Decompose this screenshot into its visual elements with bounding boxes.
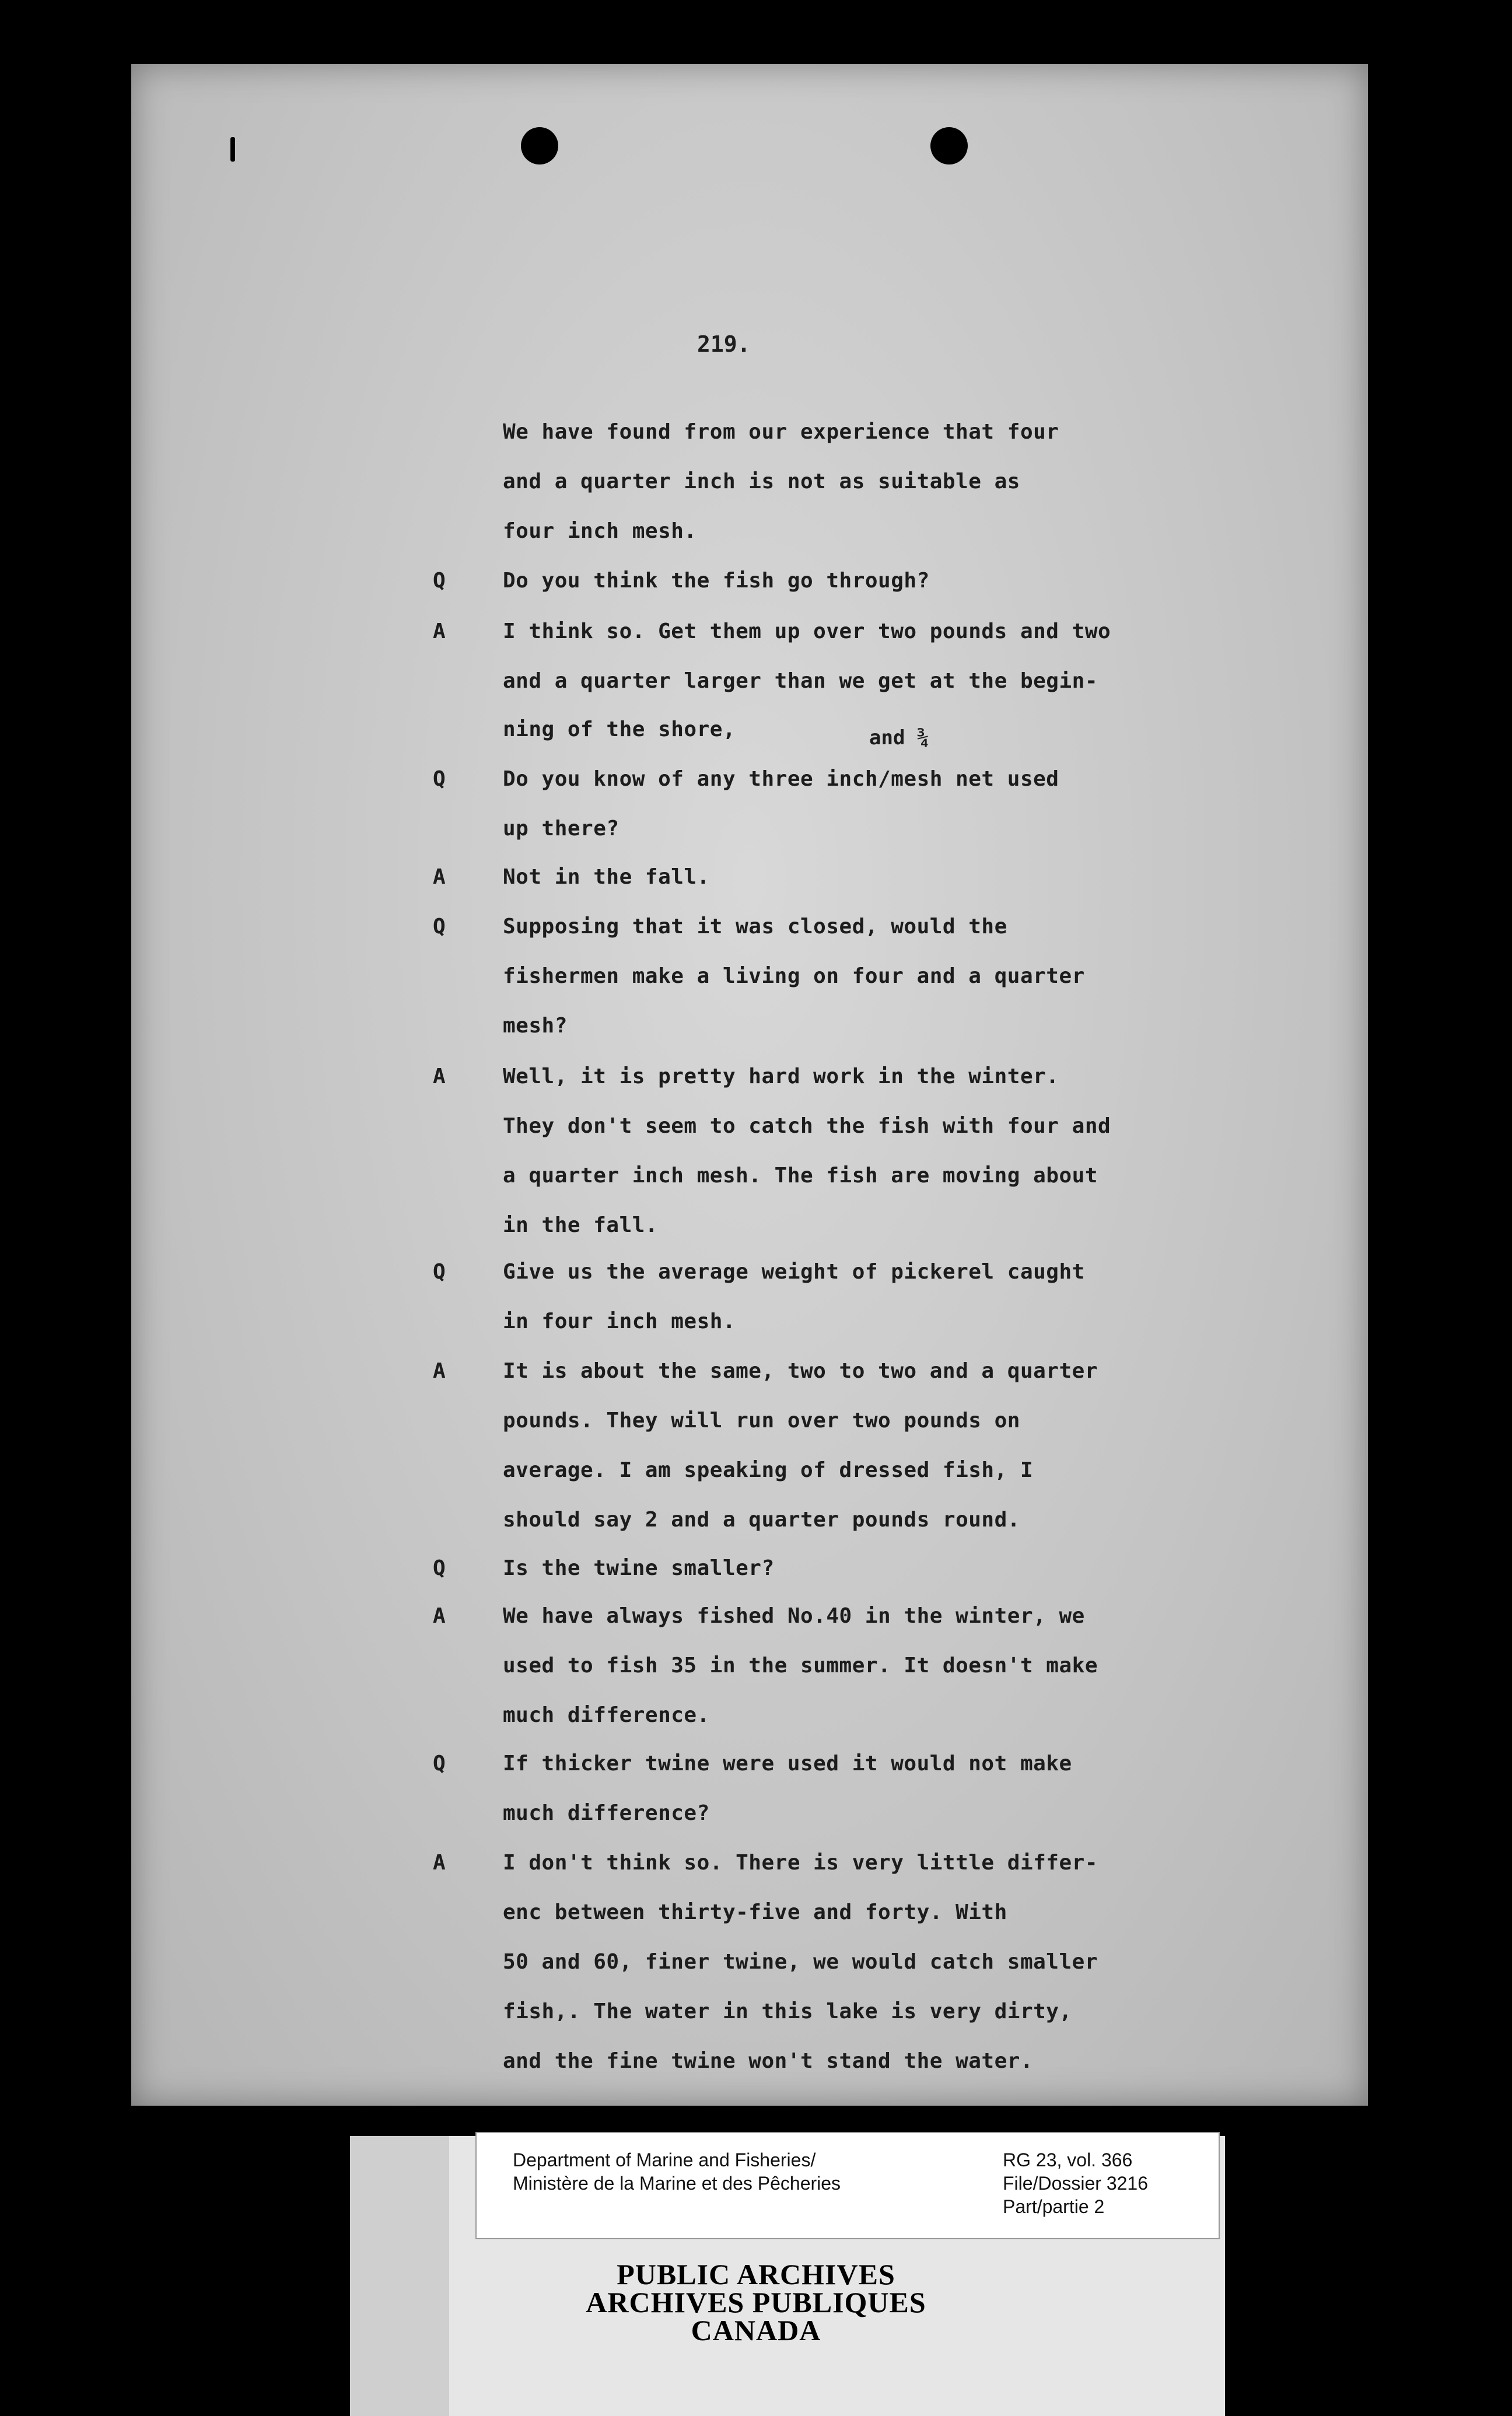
text-line: enc between thirty-five and forty. With: [503, 1900, 1007, 1924]
archive-reference-label: [475, 2132, 1220, 2239]
rg-volume: RG 23, vol. 366: [1003, 2149, 1133, 2170]
text-line: up there?: [503, 817, 620, 841]
text-line: If thicker twine were used it would not make: [503, 1752, 1072, 1776]
text-line: used to fish 35 in the summer. It doesn't make: [503, 1654, 1098, 1678]
text-line: Do you know of any three inch/mesh net used: [503, 767, 1059, 791]
page-number: 219.: [697, 331, 751, 357]
text-line: We have found from our experience that four: [503, 420, 1059, 444]
archive-stamp-line-2: ARCHIVES PUBLIQUES: [586, 2286, 926, 2319]
text-line: much difference?: [503, 1801, 710, 1825]
text-line: and the fine twine won't stand the water.: [503, 2049, 1034, 2073]
text-line: fishermen make a living on four and a quarter: [503, 964, 1085, 988]
file-dossier: File/Dossier 3216: [1003, 2173, 1148, 2194]
punch-hole-right: [930, 127, 968, 164]
answer-label: A: [433, 1065, 446, 1088]
text-line: mesh?: [503, 1014, 568, 1038]
text-line: average. I am speaking of dressed fish, I: [503, 1458, 1034, 1482]
punch-hole-left: [521, 127, 558, 164]
archive-stamp-line-3: CANADA: [691, 2314, 821, 2347]
text-line: a quarter inch mesh. The fish are moving about: [503, 1164, 1098, 1188]
text-line: It is about the same, two to two and a quarter: [503, 1359, 1098, 1383]
dept-fr: Ministère de la Marine et des Pêcheries: [513, 2173, 841, 2194]
dept-en: Department of Marine and Fisheries/: [513, 2149, 816, 2170]
text-line: Supposing that it was closed, would the: [503, 915, 1007, 939]
answer-label: A: [433, 619, 446, 643]
text-line: Well, it is pretty hard work in the winter.: [503, 1065, 1059, 1088]
text-line: much difference.: [503, 1703, 710, 1727]
handwritten-insertion: and ¾: [869, 726, 929, 750]
text-line: Is the twine smaller?: [503, 1556, 775, 1580]
question-label: Q: [433, 767, 446, 791]
text-line: We have always fished No.40 in the winter, we: [503, 1604, 1085, 1628]
text-line: should say 2 and a quarter pounds round.: [503, 1508, 1020, 1532]
answer-label: A: [433, 865, 446, 889]
question-label: Q: [433, 1556, 446, 1580]
text-line: pounds. They will run over two pounds on: [503, 1409, 1020, 1433]
answer-label: A: [433, 1359, 446, 1383]
binder-clip-mark: [230, 137, 235, 162]
text-line: fish,. The water in this lake is very dirty,: [503, 2000, 1072, 2023]
text-line: They don't seem to catch the fish with four and: [503, 1114, 1111, 1138]
text-line: and a quarter inch is not as suitable as: [503, 470, 1020, 493]
text-line: and a quarter larger than we get at the begin-: [503, 669, 1098, 693]
answer-label: A: [433, 1604, 446, 1628]
question-label: Q: [433, 1260, 446, 1284]
question-label: Q: [433, 1752, 446, 1776]
answer-label: A: [433, 1851, 446, 1875]
archive-stamp-line-1: PUBLIC ARCHIVES: [617, 2258, 895, 2291]
text-line: Give us the average weight of pickerel caught: [503, 1260, 1085, 1284]
text-line: ning of the shore,: [503, 717, 736, 741]
text-line: 50 and 60, finer twine, we would catch smaller: [503, 1950, 1098, 1974]
question-label: Q: [433, 915, 446, 939]
text-line: four inch mesh.: [503, 519, 697, 543]
text-line: I don't think so. There is very little differ-: [503, 1851, 1098, 1875]
text-line: Do you think the fish go through?: [503, 569, 930, 593]
part: Part/partie 2: [1003, 2196, 1105, 2217]
text-line: Not in the fall.: [503, 865, 710, 889]
text-line: I think so. Get them up over two pounds and two: [503, 619, 1111, 643]
text-line: in four inch mesh.: [503, 1309, 736, 1333]
text-line: in the fall.: [503, 1213, 659, 1237]
question-label: Q: [433, 569, 446, 593]
